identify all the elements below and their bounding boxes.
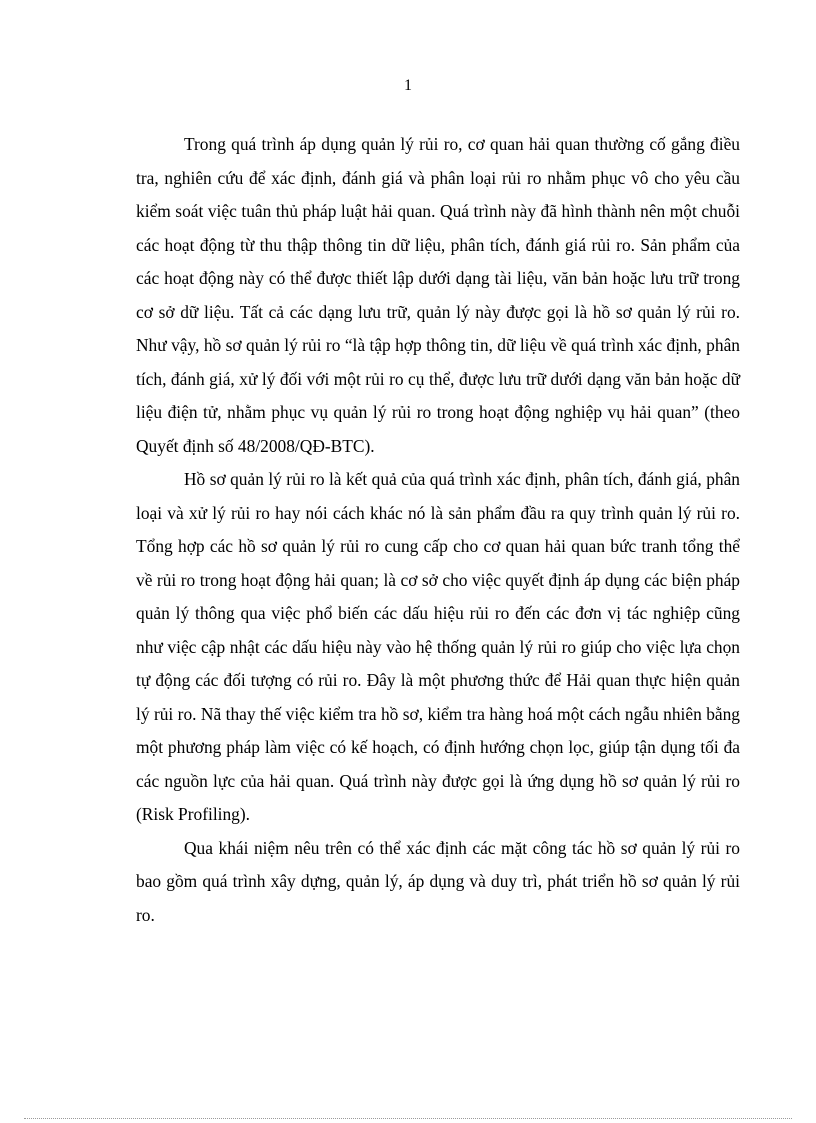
paragraph-3: Qua khái niệm nêu trên có thể xác định các mặt công tác hồ sơ quản lý rủi ro bao gồm quá trình xây dựng, quản lý, áp dụng và duy trì, phát triển hồ sơ quản lý rủi ro. xyxy=(136,837,740,925)
document-body xyxy=(136,128,740,932)
paragraph-1: Trong quá trình áp dụng quản lý rủi ro, cơ quan hải quan thường cố gắng điều tra, nghiên cứu để xác định, đánh giá và phân loại rủi ro nhằm phục vô cho yêu cầu kiểm soát việc tuân thủ pháp luật hải quan. Quá trình này đã hình thành nên một chuỗi các hoạt động từ thu thập thông tin dữ liệu, phân tích, đánh giá rủi ro. Sản phẩm của các hoạt động này có thể được thiết lập dưới dạng tài liệu, văn bản hoặc lưu trữ trong cơ sở dữ liệu. Tất cả các dạng lưu trữ, quản lý này được gọi là hồ sơ quản lý rủi ro. Như vậy, hồ sơ quản lý rủi ro “là tập hợp thông tin, dữ liệu về quá trình xác định, phân tích, đánh giá, xử lý đối với một rủi ro cụ thể, được lưu trữ dưới dạng văn bản hoặc dữ liệu điện tử, nhằm phục vụ quản lý rủi ro trong hoạt động nghiệp vụ hải quan” (theo Quyết định số 48/2008/QĐ-BTC). xyxy=(136,134,740,456)
paragraph-2: Hồ sơ quản lý rủi ro là kết quả của quá trình xác định, phân tích, đánh giá, phân loại và xử lý rủi ro hay nói cách khác nó là sản phẩm đầu ra quy trình quản lý rủi ro. Tổng hợp các hồ sơ quản lý rủi ro cung cấp cho cơ quan hải quan bức tranh tổng thể về rủi ro trong hoạt động hải quan; là cơ sở cho việc quyết định áp dụng các biện pháp quản lý thông qua việc phổ biến các dấu hiệu rủi ro đến các đơn vị tác nghiệp cũng như việc cập nhật các dấu hiệu này vào hệ thống quản lý rủi ro giúp cho việc lựa chọn tự động các đối tượng có rủi ro. Đây là một phương thức để Hải quan thực hiện quản lý rủi ro. Nã thay thế việc kiểm tra hồ sơ, kiểm tra hàng hoá một cách ngẫu nhiên bằng một phương pháp làm việc có kế hoạch, có định hướng chọn lọc, giúp tận dụng tối đa các nguồn lực của hải quan. Quá trình này được gọi là ứng dụng hồ sơ quản lý rủi ro (Risk Profiling). xyxy=(136,469,740,824)
page-number: 1 xyxy=(404,77,412,94)
page-bottom-border xyxy=(24,1118,792,1119)
